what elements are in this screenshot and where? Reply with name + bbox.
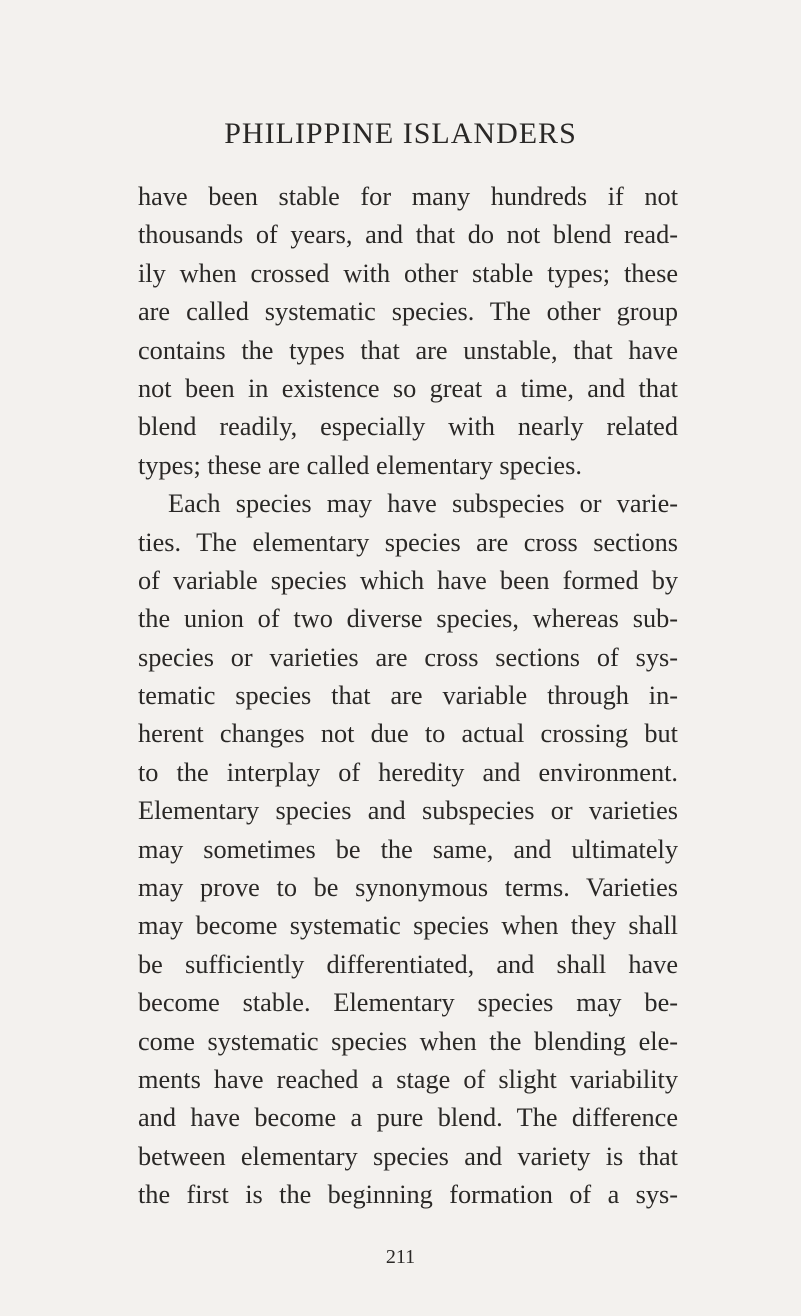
text-line: may sometimes be the same, and ultimately <box>138 834 678 864</box>
running-head: PHILIPPINE ISLANDERS <box>224 117 577 150</box>
text-line: types; these are called elementary species. <box>138 450 582 480</box>
text-line: the union of two diverse species, whereas sub- <box>138 604 678 634</box>
text-line: between elementary species and variety is that <box>138 1141 678 1171</box>
text-line: herent changes not due to actual crossing but <box>138 719 678 749</box>
text-line: and have become a pure blend. The difference <box>138 1103 678 1133</box>
body-text <box>138 178 678 1215</box>
page-number: 211 <box>385 1246 416 1268</box>
text-line: become stable. Elementary species may be- <box>138 988 678 1018</box>
text-line: ments have reached a stage of slight variability <box>138 1064 678 1094</box>
text-line: ties. The elementary species are cross sections <box>138 527 678 557</box>
text-line: of variable species which have been formed by <box>138 565 678 595</box>
text-line: thousands of years, and that do not blend read- <box>138 220 678 250</box>
text-line: have been stable for many hundreds if not <box>138 182 678 211</box>
text-line: to the interplay of heredity and environment. <box>138 757 678 787</box>
text-line: not been in existence so great a time, and that <box>138 373 678 403</box>
text-line: are called systematic species. The other group <box>138 297 678 327</box>
text-line: be sufficiently differentiated, and shall have <box>138 949 678 979</box>
text-line: contains the types that are unstable, that have <box>138 335 678 365</box>
text-line: may prove to be synonymous terms. Varieties <box>138 873 678 903</box>
text-line: tematic species that are variable through in- <box>138 681 678 711</box>
text-line: Elementary species and subspecies or varieties <box>138 796 678 826</box>
text-line: the first is the beginning formation of a sys- <box>138 1180 678 1210</box>
text-line: may become systematic species when they shall <box>138 911 678 941</box>
text-line: come systematic species when the blending ele- <box>138 1026 678 1056</box>
text-line: blend readily, especially with nearly related <box>138 412 678 442</box>
text-line: ily when crossed with other stable types; these <box>138 258 678 288</box>
text-line: species or varieties are cross sections of sys- <box>138 642 678 672</box>
text-line: Each species may have subspecies or varie- <box>168 489 678 519</box>
